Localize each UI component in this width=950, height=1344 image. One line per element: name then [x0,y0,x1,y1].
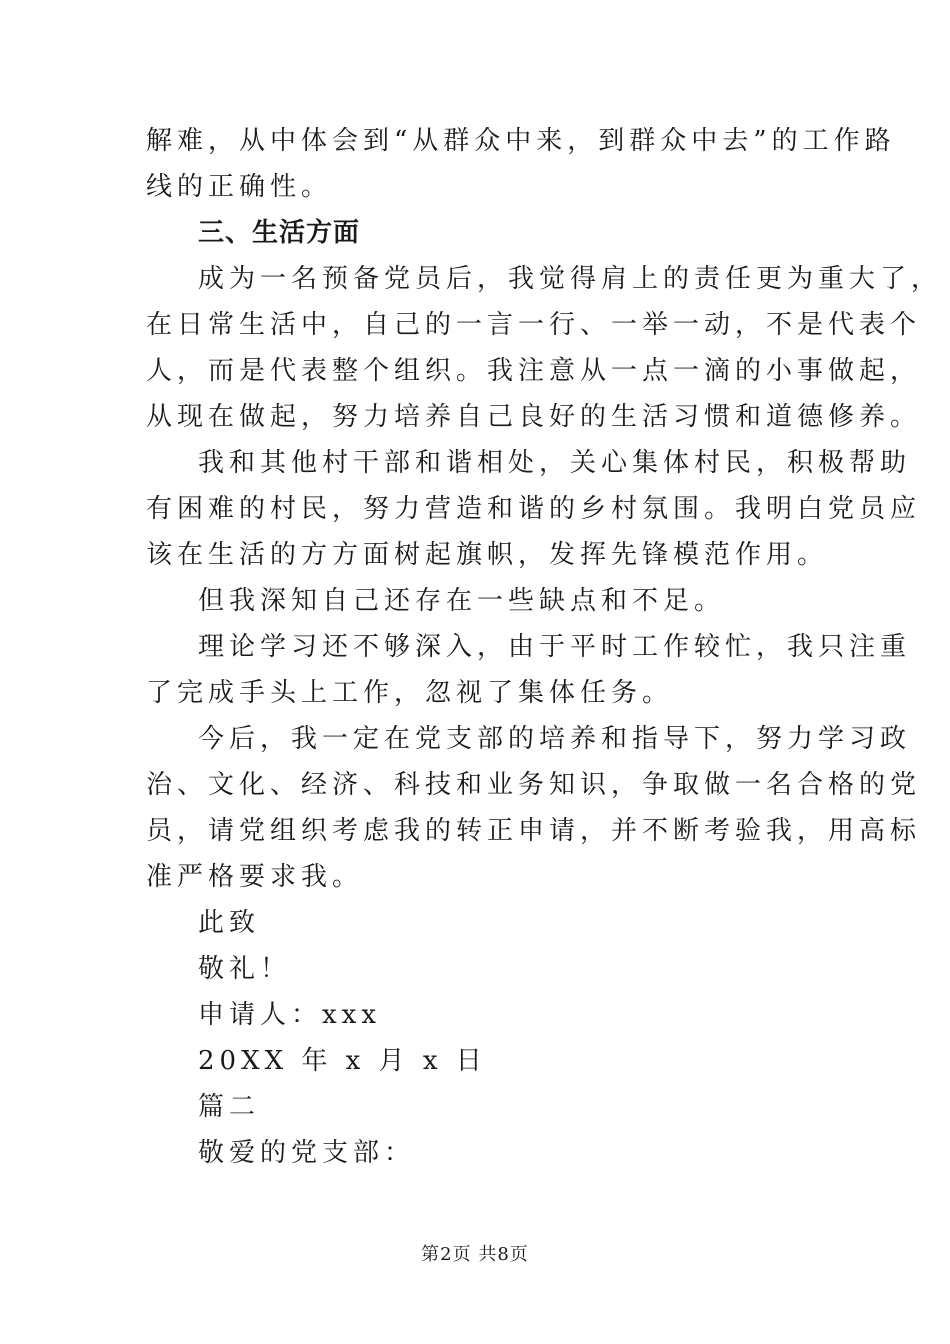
letter-greeting: 敬爱的党支部： [198,1138,416,1168]
paragraph-line: 但我深知自己还存在一些缺点和不足。 [198,586,726,616]
paragraph-line: 理论学习还不够深入，由于平时工作较忙，我只注重 [198,632,912,662]
paragraph-line: 成为一名预备党员后，我觉得肩上的责任更为重大了， [198,264,943,294]
paragraph-line: 该在生活的方方面树起旗帜，发挥先锋模范作用。 [146,540,829,570]
paragraph-line: 线的正确性。 [146,172,333,202]
paragraph-line: 有困难的村民，努力营造和谐的乡村氛围。我明白党员应 [146,494,922,524]
paragraph-line: 解难，从中体会到“从群众中来，到群众中去”的工作路 [146,126,896,156]
page-number-footer: 第2页 共8页 [421,1244,529,1265]
paragraph-line: 准严格要求我。 [146,862,364,892]
paragraph-line: 从现在做起，努力培养自己良好的生活习惯和道德修养。 [146,402,922,432]
paragraph-line: 在日常生活中，自己的一言一行、一举一动，不是代表个 [146,310,922,340]
date-line: 20XX 年 x 月 x 日 [198,1046,487,1076]
section-marker: 篇二 [198,1092,261,1122]
applicant-signature: 申请人：xxx [198,1000,381,1030]
closing-salutation: 此致 [198,908,261,938]
paragraph-line: 了完成手头上工作，忽视了集体任务。 [146,678,674,708]
paragraph-line: 员，请党组织考虑我的转正申请，并不断考验我，用高标 [146,816,922,846]
paragraph-line: 今后，我一定在党支部的培养和指导下，努力学习政 [198,724,912,754]
section-heading: 三、生活方面 [198,218,361,248]
paragraph-line: 治、文化、经济、科技和业务知识，争取做一名合格的党 [146,770,922,800]
paragraph-line: 人，而是代表整个组织。我注意从一点一滴的小事做起， [146,356,922,386]
paragraph-line: 我和其他村干部和谐相处，关心集体村民，积极帮助 [198,448,912,478]
closing-regards: 敬礼！ [198,954,292,984]
